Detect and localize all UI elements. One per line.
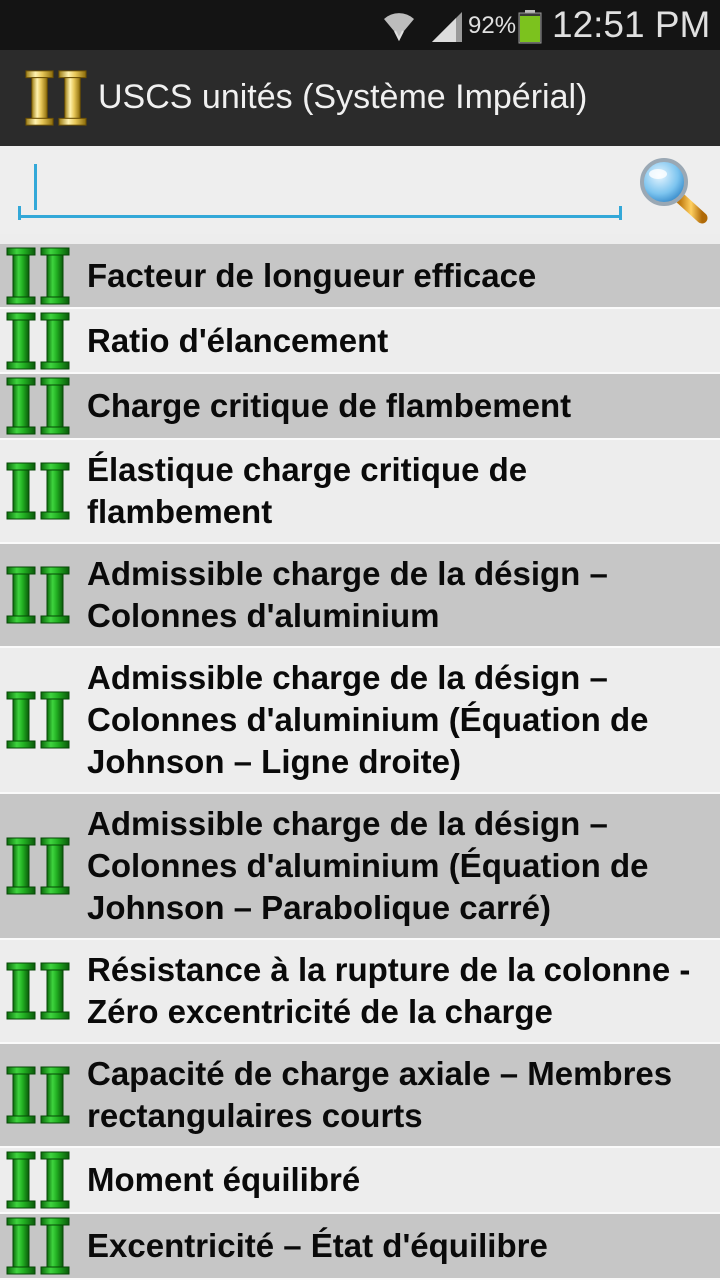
list-item-label: Élastique charge critique de flambement — [87, 451, 528, 530]
battery-percent: 92% — [468, 12, 517, 39]
search-bar — [0, 146, 720, 234]
list-item[interactable] — [0, 940, 720, 1044]
status-bar — [0, 0, 720, 50]
list-item-label: Admissible charge de la désign – Colonnes d'aluminium — [87, 555, 608, 634]
list-item-label: Capacité de charge axiale – Membres rectangulaires courts — [87, 1055, 673, 1134]
list-item[interactable] — [0, 648, 720, 794]
list-item[interactable] — [0, 440, 720, 544]
columns-icon — [5, 836, 71, 896]
wifi-icon — [380, 7, 418, 43]
search-input[interactable] — [18, 160, 622, 218]
list-item-label: Charge critique de flambement — [87, 387, 572, 424]
list-item-label: Ratio d'élancement — [87, 321, 389, 359]
list-item-label: Admissible charge de la désign – Colonnes d'aluminium (Équation de Johnson – Parabolique carré) — [87, 805, 649, 926]
columns-icon — [5, 961, 71, 1021]
columns-icon — [5, 461, 71, 521]
list-item-label: Facteur de longueur efficace — [87, 256, 537, 294]
columns-icon — [5, 690, 71, 750]
list-item[interactable] — [0, 544, 720, 648]
columns-icon — [5, 246, 71, 306]
list-item[interactable] — [0, 1044, 720, 1148]
search-icon[interactable] — [636, 154, 710, 226]
search-input-edge-right — [619, 206, 622, 220]
list-item[interactable] — [0, 374, 720, 440]
list-item[interactable] — [0, 309, 720, 374]
search-input-edge-left — [18, 206, 21, 220]
text-cursor — [34, 164, 37, 210]
app-logo-icon[interactable] — [24, 68, 88, 128]
action-bar — [0, 50, 720, 146]
list-item-label: Moment équilibré — [87, 1161, 361, 1198]
list-item-label: Admissible charge de la désign – Colonnes d'aluminium (Équation de Johnson – Ligne droite) — [87, 659, 649, 780]
battery-icon — [518, 10, 542, 44]
results-list — [0, 234, 720, 1280]
list-item[interactable] — [0, 1148, 720, 1214]
list-item-partial — [0, 234, 720, 244]
columns-icon — [5, 1216, 71, 1276]
signal-icon — [430, 10, 464, 42]
list-item[interactable] — [0, 244, 720, 309]
columns-icon — [5, 311, 71, 371]
list-item[interactable] — [0, 794, 720, 940]
list-item[interactable] — [0, 1214, 720, 1280]
status-time: 12:51 PM — [552, 4, 711, 45]
columns-icon — [5, 376, 71, 436]
app-title: USCS unités (Système Impérial) — [98, 78, 588, 116]
columns-icon — [5, 565, 71, 625]
list-item-label: Excentricité – État d'équilibre — [87, 1227, 548, 1264]
columns-icon — [5, 1065, 71, 1125]
columns-icon — [5, 1150, 71, 1210]
list-item-label: Résistance à la rupture de la colonne - Zéro excentricité de la charge — [87, 951, 691, 1030]
